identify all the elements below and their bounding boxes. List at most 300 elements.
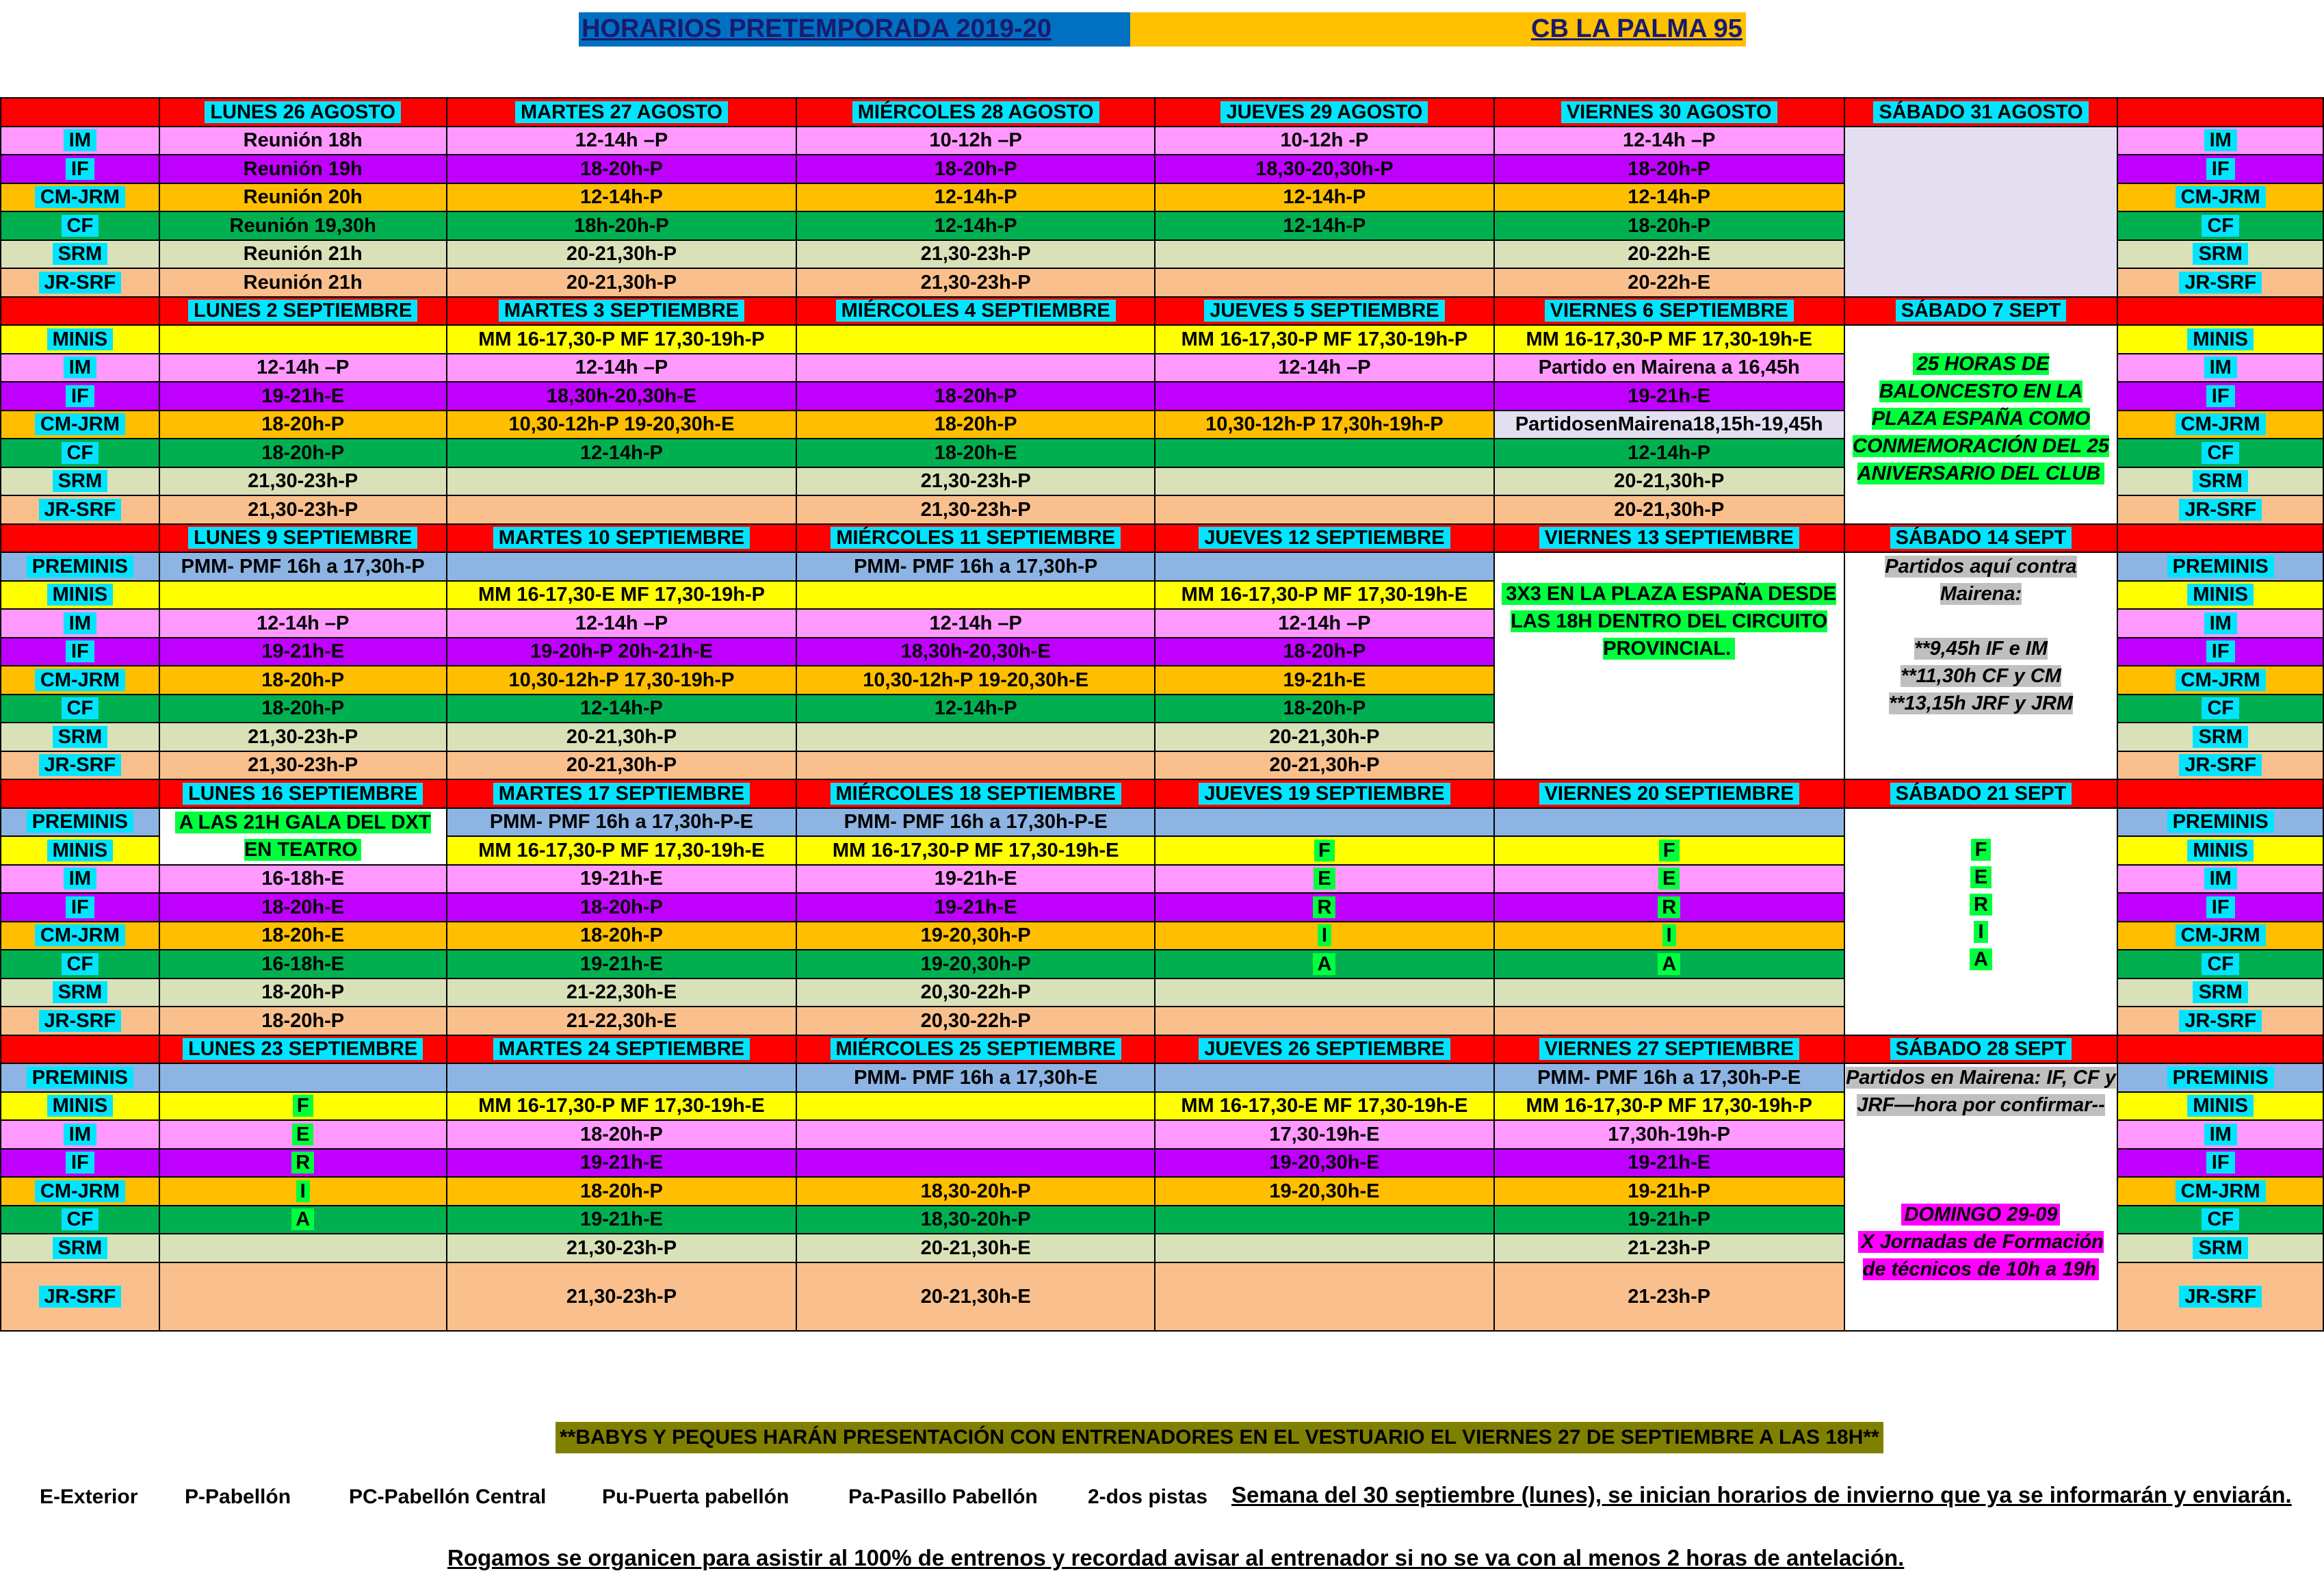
day-header — [159, 98, 447, 127]
group-label — [2117, 1234, 2323, 1262]
group-label-text: SRM — [53, 726, 107, 748]
feria-letter-cell — [1494, 865, 1844, 894]
day-header — [159, 524, 447, 553]
group-label — [2117, 211, 2323, 240]
cell-text: 21,30-23h-P — [920, 498, 1031, 521]
schedule-cell — [447, 950, 797, 978]
cell-text: 10,30-12h-P 17,30-19h-P — [508, 669, 735, 691]
day-header — [1844, 98, 2118, 127]
schedule-cell — [1155, 439, 1494, 467]
cell-text: 18-20h-P — [1283, 640, 1366, 663]
saturday-line — [1845, 635, 2117, 662]
cell-text: 18-20h-P — [580, 896, 663, 918]
group-label — [2117, 552, 2323, 581]
group-label — [1, 552, 159, 581]
group-label-text: MINIS — [47, 1095, 114, 1117]
group-label-text: CM-JRM — [35, 413, 125, 435]
group-label-text: CM-JRM — [35, 1180, 125, 1202]
schedule-cell — [159, 581, 447, 610]
group-label-text: JR-SRF — [39, 272, 122, 294]
schedule-cell — [1155, 808, 1494, 837]
legend-pc: PC-Pabellón Central — [349, 1486, 547, 1508]
group-label — [2117, 1120, 2323, 1149]
group-label-text: IM — [2204, 1124, 2237, 1145]
cell-text: Reunión 21h — [243, 271, 363, 294]
group-label-text: IF — [66, 896, 94, 918]
week-header-row — [1, 98, 2323, 127]
cell-text: 21-22,30h-E — [566, 981, 677, 1004]
sunday-text-content: X Jornadas de Formación de técnicos de 10h a 19h — [1858, 1231, 2104, 1280]
schedule-cell — [1155, 1092, 1494, 1121]
group-label-text: SRM — [53, 243, 107, 265]
feria-line — [1845, 864, 2117, 891]
schedule-cell — [796, 723, 1155, 751]
schedule-cell — [1155, 751, 1494, 780]
schedule-cell — [1494, 268, 1844, 297]
feria-line — [1845, 946, 2117, 973]
group-label — [2117, 695, 2323, 723]
cell-text: 20-21,30h-P — [1614, 498, 1725, 521]
schedule-cell — [447, 666, 797, 695]
schedule-cell — [1494, 354, 1844, 382]
schedule-cell — [447, 1092, 797, 1121]
schedule-cell — [447, 695, 797, 723]
schedule-cell — [447, 467, 797, 496]
group-label — [1, 1149, 159, 1178]
day-header-label: SÁBADO 31 AGOSTO — [1873, 101, 2088, 123]
schedule-cell — [159, 922, 447, 950]
schedule-cell — [1155, 1007, 1494, 1035]
cell-text: 18,30h-20,30h-E — [546, 385, 697, 407]
cell-text: 12-14h –P — [256, 612, 350, 634]
group-label-text: IM — [2204, 356, 2237, 378]
group-label — [2117, 1063, 2323, 1092]
schedule-cell — [1494, 325, 1844, 354]
cell-text: 10-12h -P — [1280, 129, 1369, 152]
group-label — [2117, 950, 2323, 978]
group-label — [2117, 411, 2323, 439]
schedule-cell — [1155, 666, 1494, 695]
group-label — [2117, 836, 2323, 865]
group-label-text: IM — [2204, 129, 2237, 151]
cell-text: 20-21,30h-P — [1269, 754, 1380, 777]
cell-text: 20-21,30h-P — [1614, 470, 1725, 493]
group-label-text: IF — [2206, 1152, 2235, 1173]
cell-text: 21,30-23h-P — [920, 243, 1031, 265]
schedule-cell — [447, 155, 797, 183]
day-header-label: VIERNES 27 SEPTIEMBRE — [1539, 1038, 1799, 1060]
day-header-label: JUEVES 19 SEPTIEMBRE — [1199, 783, 1450, 805]
cell-text: 12-14h-P — [934, 186, 1017, 209]
feria-letter-cell — [1494, 836, 1844, 865]
group-label — [2117, 325, 2323, 354]
day-header — [1155, 524, 1494, 553]
group-label-text: SRM — [53, 470, 107, 492]
schedule-cell — [447, 211, 797, 240]
schedule-cell — [159, 695, 447, 723]
group-label — [1, 127, 159, 155]
cell-text: 12-14h-P — [934, 697, 1017, 720]
schedule-cell — [447, 1149, 797, 1178]
schedule-cell — [159, 439, 447, 467]
feria-letter: A — [1313, 953, 1335, 975]
cell-text: 12-14h-P — [1283, 186, 1366, 209]
schedule-cell — [447, 354, 797, 382]
schedule-cell — [796, 1092, 1155, 1121]
day-header — [796, 1035, 1155, 1064]
cell-text: 12-14h –P — [575, 612, 668, 634]
cell-text: 18h-20h-P — [574, 214, 669, 237]
schedule-cell — [796, 609, 1155, 638]
group-label — [1, 354, 159, 382]
group-label-text: CM-JRM — [2176, 413, 2266, 435]
group-label-text: MINIS — [2187, 328, 2254, 350]
cell-text: 19-21h-E — [580, 952, 663, 975]
schedule-cell — [447, 1007, 797, 1035]
schedule-cell — [447, 865, 797, 894]
day-header-label: MIÉRCOLES 25 SEPTIEMBRE — [831, 1038, 1121, 1060]
friday-note-text: 3X3 EN LA PLAZA ESPAÑA DESDE LAS 18H DENTRO DEL CIRCUITO PROVINCIAL. — [1502, 583, 1836, 660]
day-header-label: SÁBADO 14 SEPT — [1890, 527, 2072, 549]
group-label-text: JR-SRF — [39, 1286, 122, 1308]
group-label-text: CF — [2202, 442, 2239, 464]
schedule-cell — [447, 1063, 797, 1092]
schedule-cell — [1155, 1149, 1494, 1178]
schedule-cell — [447, 439, 797, 467]
monday-note-text: A LAS 21H GALA DEL DXT EN TEATRO — [175, 812, 431, 861]
group-label-text: IF — [2206, 896, 2235, 918]
cell-text: 10,30-12h-P 19-20,30h-E — [508, 413, 735, 436]
group-label-text: SRM — [2193, 470, 2247, 492]
day-header-label: MARTES 10 SEPTIEMBRE — [493, 527, 750, 549]
group-label — [1, 495, 159, 524]
group-label — [1, 638, 159, 666]
group-label-text: PREMINIS — [2167, 811, 2274, 833]
saturday-note-text: 25 HORAS DE BALONCESTO EN LA PLAZA ESPAÑA COMO CONMEMORACIÓN DEL 25 ANIVERSARIO DEL CLUB — [1853, 353, 2109, 484]
schedule-cell — [159, 978, 447, 1007]
feria-line — [1845, 918, 2117, 946]
schedule-cell — [1155, 325, 1494, 354]
cell-text: 12-14h-P — [1628, 186, 1711, 209]
day-header — [1844, 524, 2118, 553]
schedule-cell — [796, 1177, 1155, 1206]
schedule-cell — [159, 1007, 447, 1035]
sunday-text — [1845, 1228, 2117, 1283]
group-label — [1, 666, 159, 695]
day-header-label: MARTES 27 AGOSTO — [515, 101, 728, 123]
schedule-cell — [1494, 411, 1844, 439]
schedule-cell — [447, 1120, 797, 1149]
schedule-cell — [2117, 1035, 2323, 1064]
group-label — [1, 211, 159, 240]
day-header — [447, 524, 797, 553]
day-header-label: MARTES 3 SEPTIEMBRE — [499, 300, 744, 322]
monday-note — [159, 808, 447, 865]
day-header-label: SÁBADO 7 SEPT — [1896, 300, 2067, 322]
group-label-text: CF — [62, 697, 99, 719]
day-header — [796, 297, 1155, 326]
schedule-cell — [796, 1149, 1155, 1178]
schedule-cell — [796, 211, 1155, 240]
footer-note: **BABYS Y PEQUES HARÁN PRESENTACIÓN CON ENTRENADORES EN EL VESTUARIO EL VIERNES 27 DE SEPTIEMBRE A LAS 18H** — [556, 1422, 1883, 1453]
group-label-text: IF — [66, 1152, 94, 1173]
cell-text: 21,30-23h-P — [248, 498, 358, 521]
day-header-label: LUNES 9 SEPTIEMBRE — [188, 527, 417, 549]
cell-text: 20,30-22h-P — [920, 1009, 1031, 1032]
legend-pu: Pu-Puerta pabellón — [602, 1486, 789, 1508]
day-header-label: VIERNES 30 AGOSTO — [1561, 101, 1777, 123]
group-label — [2117, 581, 2323, 610]
group-label — [1, 1234, 159, 1262]
schedule-cell — [1, 98, 159, 127]
cell-text: 18,30-20,30h-P — [1255, 157, 1394, 180]
schedule-cell — [159, 865, 447, 894]
schedule-cell — [1494, 1234, 1844, 1262]
group-label-text: PREMINIS — [2167, 556, 2274, 578]
cell-text: 12-14h-P — [934, 214, 1017, 237]
day-header — [447, 779, 797, 808]
cell-text: 21,30-23h-P — [566, 1285, 677, 1308]
cell-text: MM 16-17,30-P MF 17,30-19h-E — [1181, 584, 1468, 606]
schedule-cell — [796, 695, 1155, 723]
group-label-text: CM-JRM — [35, 924, 125, 946]
group-label-text: CF — [2202, 697, 2239, 719]
schedule-cell — [796, 751, 1155, 780]
feria-letter-cell — [159, 1120, 447, 1149]
schedule-cell — [796, 325, 1155, 354]
group-label — [1, 467, 159, 496]
saturday-cell — [1844, 127, 2118, 297]
schedule-cell — [796, 354, 1155, 382]
group-label-text: PREMINIS — [2167, 1067, 2274, 1089]
cell-text: 19-20,30h-P — [920, 952, 1031, 975]
group-label-text: PREMINIS — [27, 1067, 133, 1089]
footer-winter: Semana del 30 septiembre (lunes), se inician horarios de invierno que ya se informarán y enviarán. — [1231, 1482, 2292, 1507]
day-header-label: SÁBADO 28 SEPT — [1890, 1038, 2072, 1060]
group-label-text: IF — [66, 385, 94, 407]
day-header — [447, 98, 797, 127]
schedule-cell — [796, 893, 1155, 922]
cell-text: Reunión 20h — [243, 186, 363, 209]
schedule-cell — [1, 297, 159, 326]
feria-letter-cell — [1494, 893, 1844, 922]
schedule-cell — [447, 922, 797, 950]
cell-text: 10,30-12h-P 17,30h-19h-P — [1205, 413, 1444, 436]
group-label — [2117, 1262, 2323, 1331]
feria-letter-cell — [1155, 922, 1494, 950]
week-header-row — [1, 297, 2323, 326]
group-label-text: MINIS — [47, 328, 114, 350]
group-label-text: CF — [2202, 215, 2239, 237]
cell-text: 20-21,30h-P — [566, 271, 677, 294]
group-label-text: IM — [64, 1124, 96, 1145]
schedule-cell — [796, 978, 1155, 1007]
group-label — [1, 240, 159, 269]
day-header-label: VIERNES 20 SEPTIEMBRE — [1539, 783, 1799, 805]
schedule-cell — [796, 183, 1155, 212]
schedule-cell — [159, 467, 447, 496]
group-label-text: JR-SRF — [2179, 1010, 2262, 1032]
cell-text: 21,30-23h-P — [920, 271, 1031, 294]
cell-text: 19-20,30h-E — [1269, 1180, 1380, 1202]
group-label-text: IF — [2206, 158, 2235, 180]
group-label — [1, 865, 159, 894]
cell-text: 20-22h-E — [1628, 271, 1711, 294]
day-header-label: MIÉRCOLES 18 SEPTIEMBRE — [831, 783, 1121, 805]
group-label-text: CF — [62, 215, 99, 237]
feria-letter: A — [1658, 953, 1680, 975]
group-label — [2117, 922, 2323, 950]
cell-text: 17,30-19h-E — [1269, 1123, 1380, 1145]
schedule-cell — [1494, 1206, 1844, 1234]
schedule-cell — [447, 382, 797, 411]
schedule-cell — [1155, 354, 1494, 382]
cell-text: 21,30-23h-P — [566, 1236, 677, 1259]
schedule-cell — [1494, 1092, 1844, 1121]
schedule-cell — [2117, 524, 2323, 553]
group-label-text: MINIS — [47, 840, 114, 861]
schedule-cell — [447, 411, 797, 439]
saturday-note-line — [1845, 1064, 2117, 1119]
schedule-cell — [1155, 1206, 1494, 1234]
cell-text: 12-14h-P — [580, 697, 663, 720]
group-label — [1, 1206, 159, 1234]
schedule-cell — [159, 240, 447, 269]
day-header-label: LUNES 26 AGOSTO — [205, 101, 401, 123]
schedule-cell — [1155, 127, 1494, 155]
cell-text: 16-18h-E — [261, 868, 345, 890]
cell-text: PMM- PMF 16h a 17,30h-P — [854, 555, 1098, 578]
group-label — [2117, 439, 2323, 467]
group-label — [1, 183, 159, 212]
cell-text: 19-20h-P 20h-21h-E — [530, 640, 713, 663]
group-label — [2117, 638, 2323, 666]
legend-2: 2-dos pistas — [1088, 1486, 1208, 1508]
group-label — [1, 893, 159, 922]
feria-line — [1845, 836, 2117, 864]
day-header-label: JUEVES 12 SEPTIEMBRE — [1199, 527, 1450, 549]
schedule-cell — [159, 723, 447, 751]
group-label-text: IM — [2204, 612, 2237, 634]
cell-text: 12-14h –P — [1622, 129, 1716, 152]
cell-text: 19-21h-E — [934, 868, 1017, 890]
group-label — [2117, 467, 2323, 496]
group-label-text: JR-SRF — [39, 499, 122, 521]
group-label-text: CM-JRM — [2176, 924, 2266, 946]
schedule-cell — [447, 978, 797, 1007]
group-label — [2117, 127, 2323, 155]
feria-letter-cell — [159, 1149, 447, 1178]
cell-text: 19-21h-E — [580, 868, 663, 890]
group-label — [1, 922, 159, 950]
feria-letter-cell — [159, 1177, 447, 1206]
schedule-cell — [2117, 98, 2323, 127]
group-label-text: MINIS — [2187, 840, 2254, 861]
cell-text: 18-20h-P — [580, 1123, 663, 1145]
cell-text: 19-21h-E — [934, 896, 1017, 918]
group-label-text: SRM — [2193, 1237, 2247, 1259]
group-label — [2117, 1092, 2323, 1121]
schedule-cell — [796, 1063, 1155, 1092]
week-header-row — [1, 779, 2323, 808]
cell-text: PMM- PMF 16h a 17,30h-P-E — [1537, 1066, 1801, 1089]
schedule-cell — [796, 240, 1155, 269]
group-label-text: CM-JRM — [35, 186, 125, 208]
schedule-cell — [1155, 1063, 1494, 1092]
group-label-text: CM-JRM — [2176, 669, 2266, 691]
schedule-cell — [796, 467, 1155, 496]
schedule-cell — [159, 666, 447, 695]
feria-letter: F — [1659, 840, 1680, 861]
schedule-cell — [447, 751, 797, 780]
day-header-label: JUEVES 26 SEPTIEMBRE — [1199, 1038, 1450, 1060]
schedule-cell — [159, 751, 447, 780]
cell-text: 19-21h-E — [1283, 669, 1366, 691]
group-label — [2117, 808, 2323, 837]
group-label-text: CF — [62, 1208, 99, 1230]
schedule-cell — [159, 609, 447, 638]
schedule-cell — [159, 1063, 447, 1092]
cell-text: Partido en Mairena a 16,45h — [1538, 356, 1800, 379]
group-label-text: MINIS — [2187, 584, 2254, 606]
feria-letter: E — [292, 1124, 313, 1145]
schedule-cell — [447, 240, 797, 269]
day-header — [1155, 297, 1494, 326]
schedule-cell — [159, 1262, 447, 1331]
day-header — [1494, 524, 1844, 553]
title-left: HORARIOS PRETEMPORADA 2019-20 — [582, 14, 1052, 43]
day-header — [1844, 779, 2118, 808]
cell-text: MM 16-17,30-P MF 17,30-19h-E — [478, 1095, 765, 1117]
cell-text: 21,30-23h-P — [248, 725, 358, 748]
schedule-cell — [159, 268, 447, 297]
day-header — [1844, 297, 2118, 326]
saturday-note-text: Partidos en Mairena: IF, CF y JRF—hora por confirmar-- — [1846, 1067, 2116, 1116]
schedule-cell — [159, 552, 447, 581]
cell-text: 20,30-22h-P — [920, 981, 1031, 1004]
schedule-cell — [1155, 609, 1494, 638]
schedule-cell — [1155, 695, 1494, 723]
cell-text: 12-14h –P — [256, 356, 350, 379]
group-label — [2117, 978, 2323, 1007]
schedule-cell — [447, 127, 797, 155]
cell-text: 18-20h-P — [580, 1180, 663, 1202]
schedule-cell — [447, 1234, 797, 1262]
schedule-cell — [1155, 211, 1494, 240]
schedule-cell — [447, 723, 797, 751]
cell-text: PMM- PMF 16h a 17,30h-E — [854, 1066, 1098, 1089]
schedule-cell — [796, 865, 1155, 894]
cell-text: 19-21h-E — [580, 1152, 663, 1174]
group-label — [2117, 354, 2323, 382]
schedule-cell — [796, 638, 1155, 666]
group-label — [2117, 268, 2323, 297]
group-label — [1, 155, 159, 183]
day-header — [1155, 98, 1494, 127]
group-label-text: SRM — [53, 981, 107, 1003]
feria-letter: A — [291, 1208, 314, 1230]
friday-note — [1494, 552, 1844, 779]
saturday-note — [1844, 325, 2118, 524]
group-label-text: SRM — [53, 1237, 107, 1259]
week-header-row — [1, 1035, 2323, 1064]
footer-ask: Rogamos se organicen para asistir al 100% de entrenos y recordad avisar al entrenador si no se va con al menos 2 horas de antelación. — [447, 1545, 1905, 1570]
schedule-cell — [159, 155, 447, 183]
day-header — [159, 779, 447, 808]
schedule-cell — [796, 836, 1155, 865]
cell-text: 18-20h-P — [1283, 697, 1366, 720]
schedule-cell — [447, 552, 797, 581]
